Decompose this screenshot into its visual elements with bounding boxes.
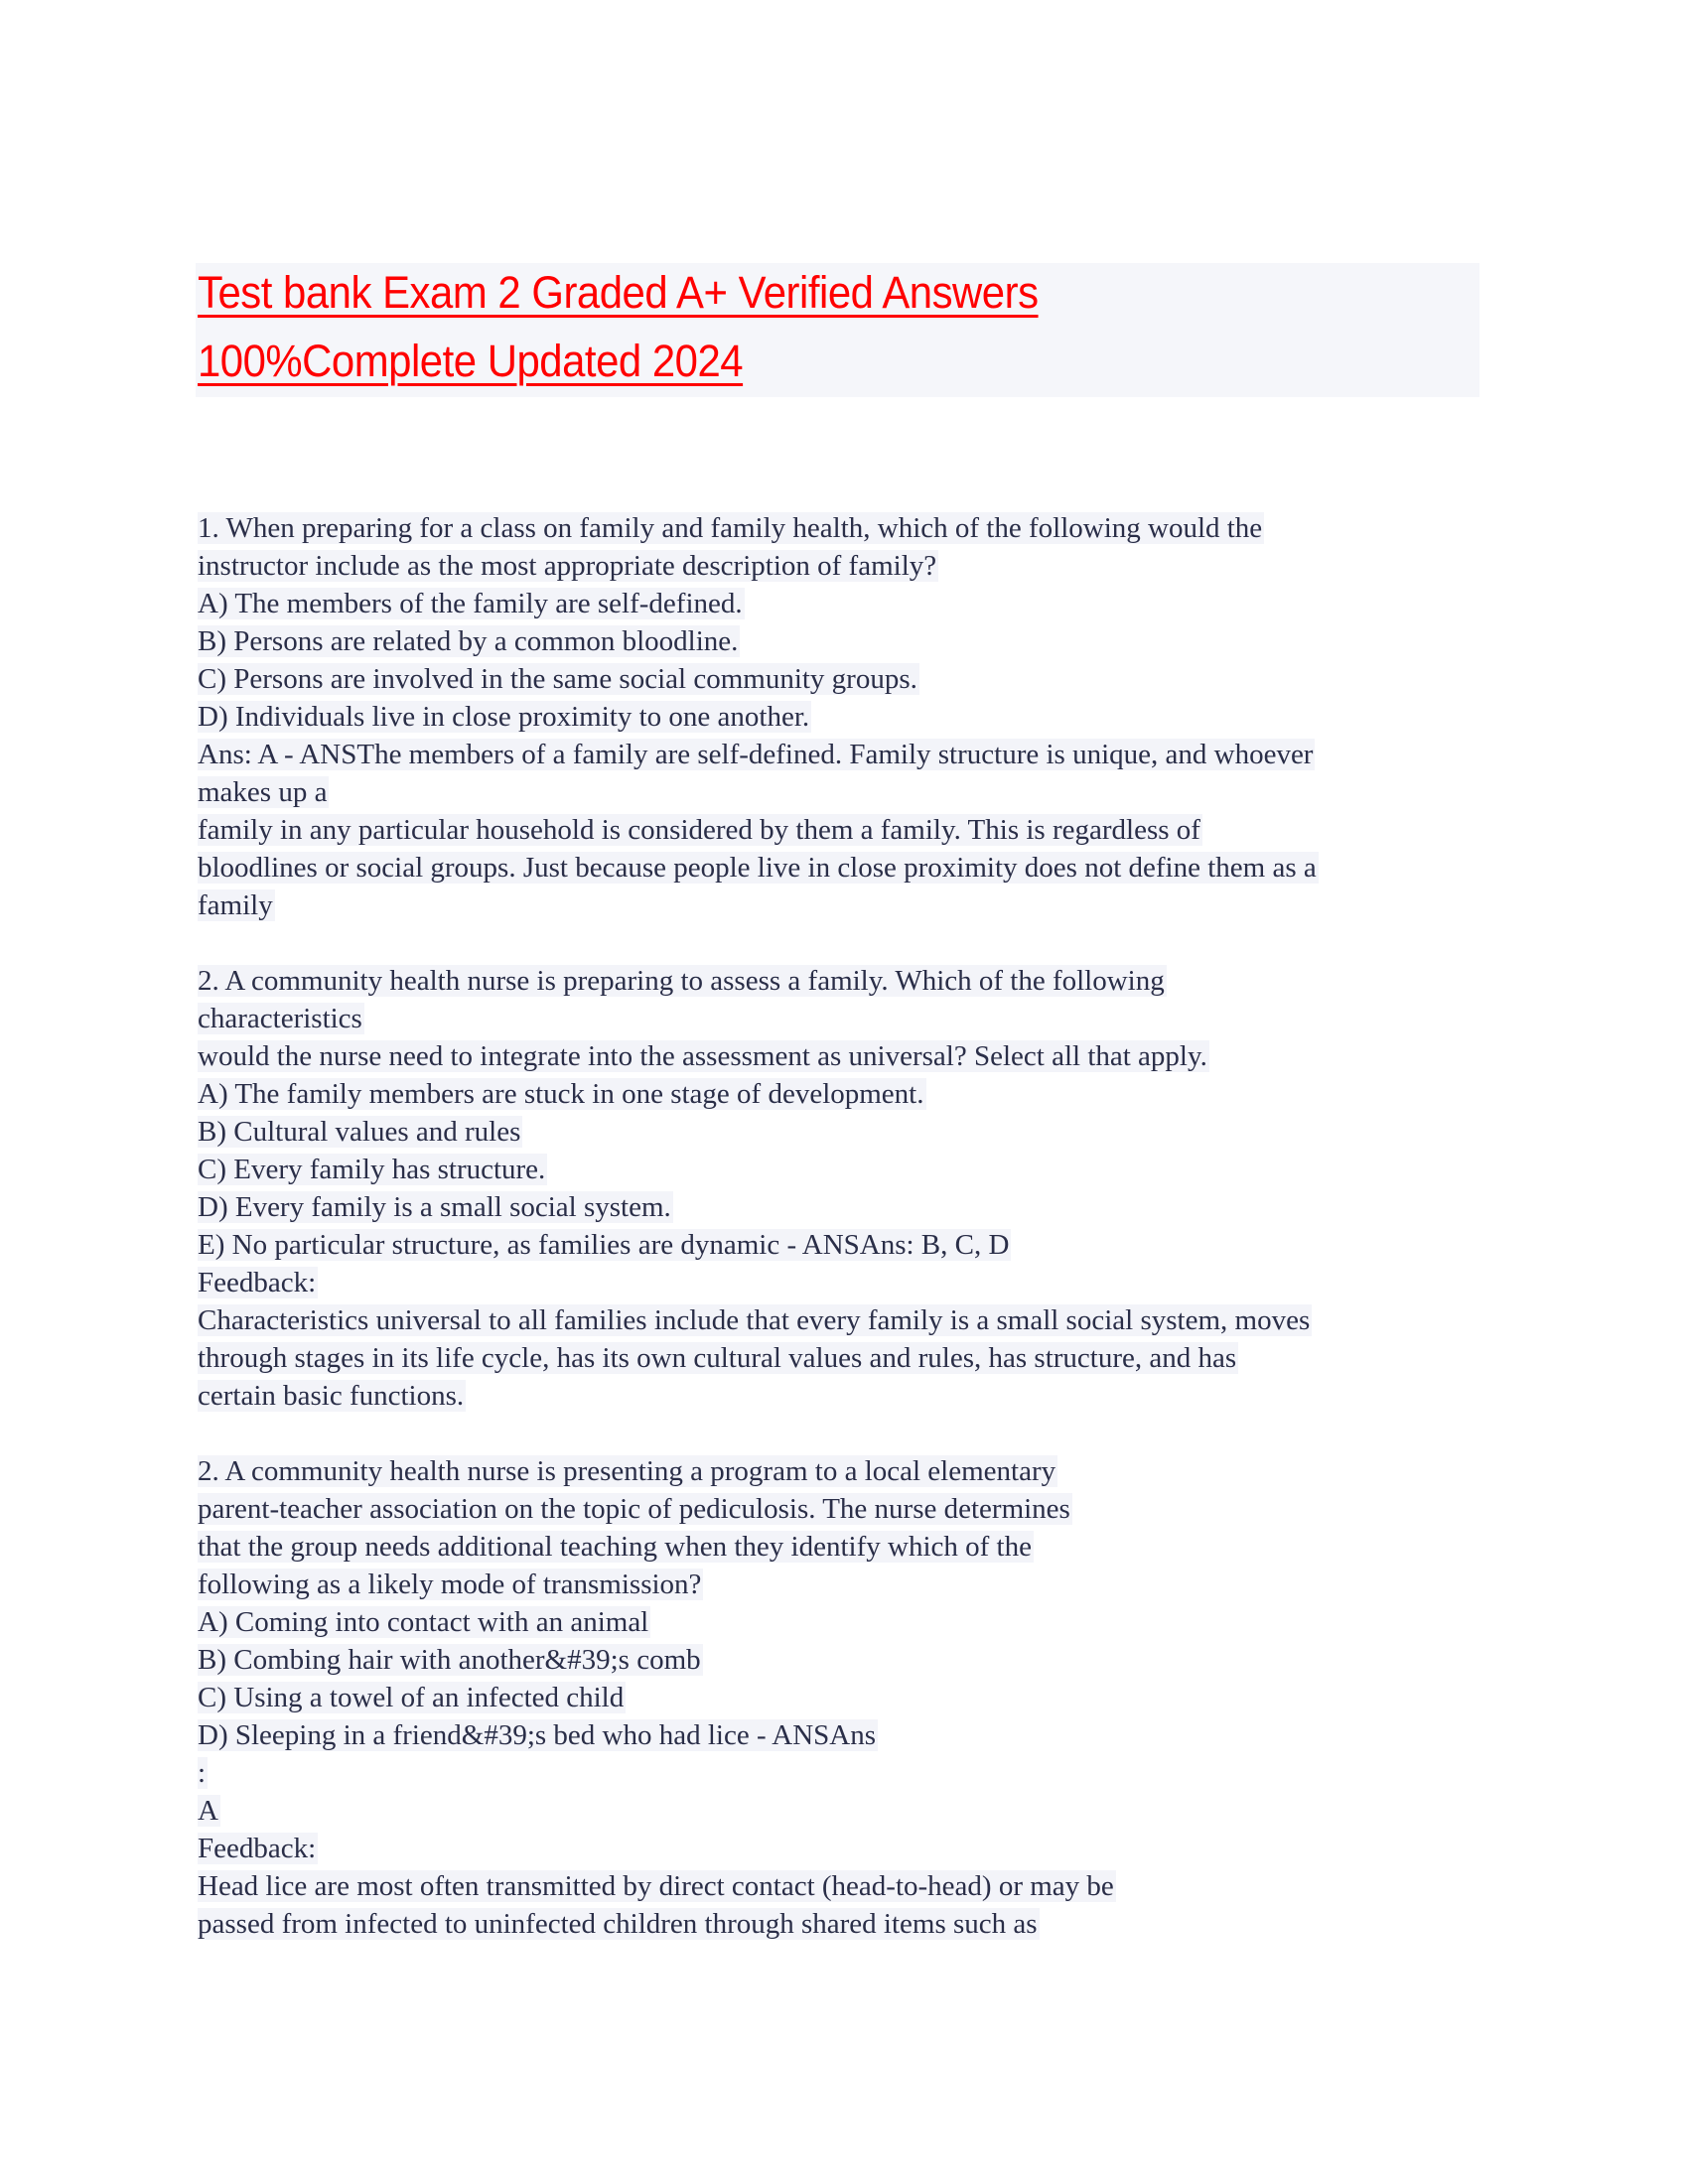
text-line-content: D) Individuals live in close proximity to one another. [198,701,810,733]
text-line-content: : [198,1757,207,1789]
text-line-content: family [198,889,273,921]
text-line-content: C) Every family has structure. [198,1154,546,1185]
text-line-content: A [198,1795,218,1827]
text-line [198,1867,1488,1905]
text-line [198,1641,1488,1679]
text-line-content: A) The family members are stuck in one stage of development. [198,1078,924,1110]
text-line-content: following as a likely mode of transmission? [198,1569,702,1600]
text-line [198,1000,1488,1037]
text-line-content: Feedback: [198,1833,317,1864]
text-line [198,1754,1488,1792]
text-line [198,547,1488,585]
text-line [198,585,1488,622]
text-line-content: 1. When preparing for a class on family and family health, which of the following would the [198,512,1263,544]
text-line [198,1603,1488,1641]
text-line-content: would the nurse need to integrate into the assessment as universal? Select all that apply. [198,1040,1207,1072]
text-line-content: C) Using a towel of an infected child [198,1682,625,1713]
text-line-content: B) Cultural values and rules [198,1116,521,1148]
text-line-content: bloodlines or social groups. Just because people live in close proximity does not define them as a [198,852,1317,884]
question-block [198,1452,1488,1943]
text-line-content: C) Persons are involved in the same social community groups. [198,663,917,695]
title-line-1[interactable]: Test bank Exam 2 Graded A+ Verified Answers [198,267,1039,318]
text-line-content: certain basic functions. [198,1380,465,1412]
text-line-content: characteristics [198,1003,362,1034]
title-line-2[interactable]: 100%Complete Updated 2024 [198,336,744,386]
text-line-content: E) No particular structure, as families are dynamic - ANSAns: B, C, D [198,1229,1010,1261]
text-line [198,1377,1488,1415]
text-line-content: passed from infected to uninfected children through shared items such as [198,1908,1038,1940]
text-line-content: A) The members of the family are self-defined. [198,588,743,619]
text-line [198,1528,1488,1566]
text-line-content: Feedback: [198,1267,317,1298]
question-block [198,962,1488,1415]
text-line [198,1792,1488,1830]
document-title [196,263,1479,397]
text-line [198,1716,1488,1754]
text-line [198,622,1488,660]
text-line-content: D) Sleeping in a friend&#39;s bed who had lice - ANSAns [198,1719,877,1751]
text-line-content: Head lice are most often transmitted by direct contact (head-to-head) or may be [198,1870,1114,1902]
text-line [198,773,1488,811]
text-line [198,660,1488,698]
text-line [198,1188,1488,1226]
text-line [198,736,1488,773]
text-line-content: A) Coming into contact with an animal [198,1606,649,1638]
text-line [198,1226,1488,1264]
text-line-content: 2. A community health nurse is preparing to assess a family. Which of the following [198,965,1165,997]
text-line [198,849,1488,887]
paragraph-gap [198,1415,1488,1452]
text-line-content: 2. A community health nurse is presenting a program to a local elementary [198,1455,1056,1487]
text-line-content: Characteristics universal to all families include that every family is a small social system, moves [198,1304,1311,1336]
text-line [198,1830,1488,1867]
text-line-content: Ans: A - ANSThe members of a family are self-defined. Family structure is unique, and whoever [198,739,1314,770]
text-line [198,1301,1488,1339]
text-line-content: makes up a [198,776,328,808]
text-line [198,1566,1488,1603]
text-line [198,1264,1488,1301]
text-line-content: through stages in its life cycle, has its own cultural values and rules, has structure, and has [198,1342,1237,1374]
text-line [198,1113,1488,1151]
text-line [198,1905,1488,1943]
text-line [198,698,1488,736]
text-line [198,1339,1488,1377]
text-line [198,1679,1488,1716]
text-line [198,1037,1488,1075]
text-line [198,1075,1488,1113]
text-line-content: family in any particular household is considered by them a family. This is regardless of [198,814,1200,846]
text-line [198,887,1488,924]
question-block [198,509,1488,924]
text-line-content: D) Every family is a small social system. [198,1191,671,1223]
text-line-content: B) Combing hair with another&#39;s comb [198,1644,701,1676]
text-line-content: that the group needs additional teaching when they identify which of the [198,1531,1032,1563]
text-line [198,1452,1488,1490]
text-line [198,1151,1488,1188]
paragraph-gap [198,924,1488,962]
text-line [198,509,1488,547]
text-line [198,1490,1488,1528]
text-line-content: parent-teacher association on the topic of pediculosis. The nurse determines [198,1493,1070,1525]
document-body [198,509,1488,1943]
text-line-content: B) Persons are related by a common bloodline. [198,625,739,657]
text-line-content: instructor include as the most appropriate description of family? [198,550,937,582]
text-line [198,811,1488,849]
text-line [198,962,1488,1000]
